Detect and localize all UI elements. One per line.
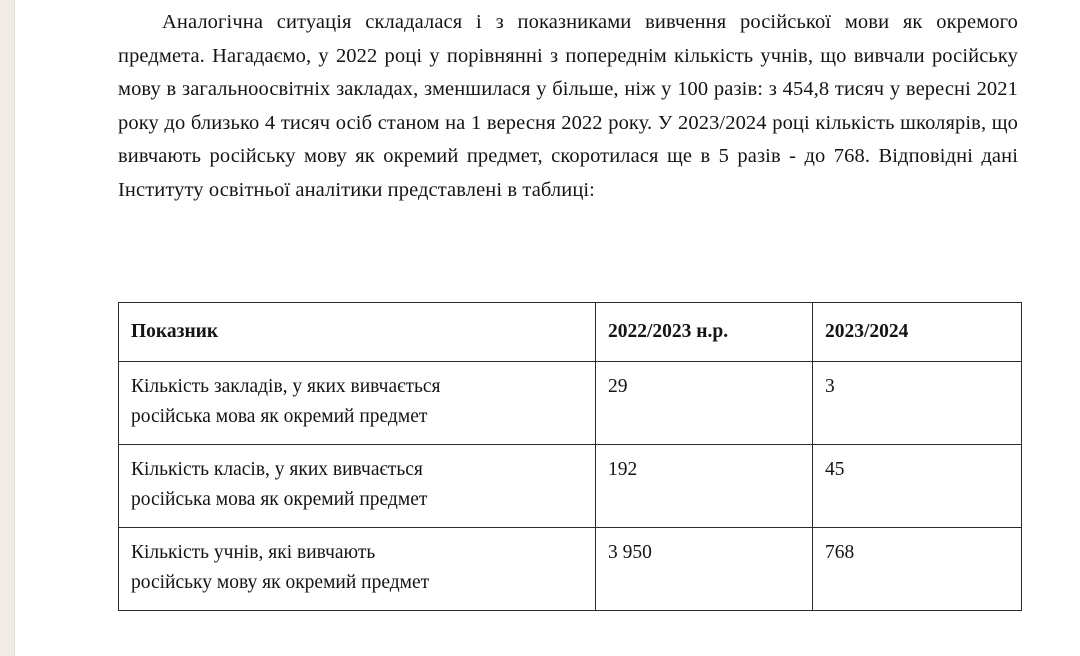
table-cell-indicator-line2: російська мова як окремий предмет [131,489,428,510]
table-row [119,528,1022,611]
body-paragraph [118,0,1018,207]
table-cell-2022-2023: 29 [596,362,813,445]
table-cell-indicator-line2: російська мова як окремий предмет [131,406,428,427]
page-left-margin-strip [0,0,15,656]
table-cell-2023-2024: 3 [813,362,1022,445]
table-cell-2023-2024: 45 [813,445,1022,528]
table-cell-indicator [119,362,596,445]
table-header-indicator: Показник [119,303,596,362]
table-cell-2023-2024: 768 [813,528,1022,611]
body-paragraph-text: Аналогічна ситуація складалася і з показниками вивчення російської мови як окремого предмета. Нагадаємо, у 2022 році у порівнянні з попереднім кількість учнів, що вивчали російську мову в загальноосвітніх закладах, зменшилася у більше, ніж у 100 разів: з 454,8 тисяч у вересні 2021 року до близько 4 тисяч осіб станом на 1 вересня 2022 року. У 2023/2024 році кількість школярів, що вивчають російську мову як окремий предмет, скоротилася ще в 5 разів - до 768. Відповідні дані Інституту освітньої аналітики представлені в таблиці: [118,11,1018,201]
table-cell-indicator-line2: російську мову як окремий предмет [131,572,430,593]
table-cell-2022-2023: 3 950 [596,528,813,611]
table-cell-2022-2023: 192 [596,445,813,528]
table-header-row [119,303,1022,362]
table-header [119,303,1022,362]
document-content [118,0,1018,207]
table-header-2022-2023: 2022/2023 н.р. [596,303,813,362]
statistics-table-container [118,302,946,611]
table-cell-indicator [119,528,596,611]
table-cell-indicator-line1: Кількість закладів, у яких вивчається [131,376,441,397]
table-body [119,362,1022,611]
table-row [119,445,1022,528]
table-cell-indicator-line1: Кількість учнів, які вивчають [131,542,376,563]
table-cell-indicator [119,445,596,528]
table-header-2023-2024: 2023/2024 [813,303,1022,362]
table-cell-indicator-line1: Кількість класів, у яких вивчається [131,459,423,480]
table-row [119,362,1022,445]
statistics-table [118,302,1022,611]
